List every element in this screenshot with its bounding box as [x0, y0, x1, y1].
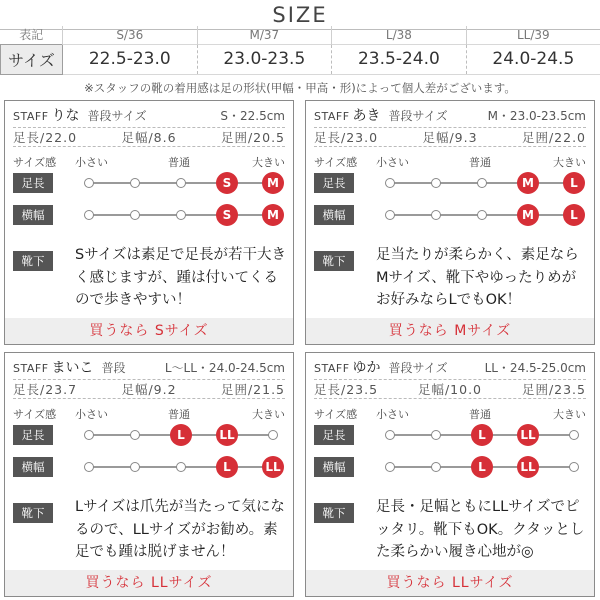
fit-size-marker: S: [216, 204, 238, 226]
scale-normal-label: 普通: [168, 408, 190, 421]
scale-big-label: 大きい: [553, 408, 586, 421]
scale-normal-label: 普通: [168, 156, 190, 169]
fit-row-label: 足長: [314, 173, 354, 193]
header-label: 表記: [19, 28, 44, 43]
fit-row-width: [314, 204, 586, 226]
row-label: サイズ: [1, 44, 63, 74]
fit-row-label: 横幅: [314, 205, 354, 225]
usual-size-label: 普段サイズ: [388, 109, 448, 123]
fit-scale-point: [569, 462, 579, 472]
foot-length: 足長/23.5: [314, 382, 379, 397]
foot-measurements: [314, 127, 586, 147]
foot-length: 足長/23.7: [13, 382, 78, 397]
fit-row-length: [314, 424, 586, 446]
fit-row-label: 足長: [13, 173, 53, 193]
card-header: [13, 105, 285, 125]
card-header: [314, 357, 586, 377]
page-title: SIZE: [272, 3, 328, 27]
size-label-l: L/38: [332, 26, 467, 44]
scale-big-label: 大きい: [252, 408, 285, 421]
scale-header: [13, 154, 285, 170]
usual-size-value: M・23.0-23.5cm: [487, 109, 586, 123]
staff-name: ゆか: [352, 360, 381, 376]
fit-scale-point: [176, 178, 186, 188]
foot-length: 足長/22.0: [13, 130, 78, 145]
fit-scale-point: [385, 430, 395, 440]
staff-comment: Sサイズは素足で足長が若干大きく感じますが、踵は付いてくるので歩きやすい！: [75, 247, 287, 308]
staff-comment: Lサイズは爪先が当たって気になるので、LLサイズがお勧め。素足でも踵は脱げません！: [75, 499, 285, 560]
fit-scale-point: [84, 430, 94, 440]
usual-size-value: S・22.5cm: [220, 109, 285, 123]
fit-row-label: 横幅: [314, 457, 354, 477]
scale-big-label: 大きい: [553, 156, 586, 169]
fit-scale-point: [431, 178, 441, 188]
scale-small-label: 小さい: [75, 408, 108, 421]
foot-girth: 足囲/21.5: [220, 382, 285, 397]
size-range-s: 22.5-23.0: [63, 44, 198, 74]
scale-small-label: 小さい: [376, 408, 409, 421]
foot-width: 足幅/9.3: [422, 130, 478, 145]
staff-card: [4, 352, 294, 597]
scale-heading: サイズ感: [13, 408, 57, 421]
fit-scale-point: [176, 210, 186, 220]
scale-normal-label: 普通: [469, 156, 491, 169]
size-table-value-row: [1, 44, 600, 74]
fit-scale-point: [477, 178, 487, 188]
fit-size-marker: LL: [517, 456, 539, 478]
scale-small-label: 小さい: [75, 156, 108, 169]
size-range-m: 23.0-23.5: [197, 44, 332, 74]
fit-scale-point: [431, 462, 441, 472]
fit-row-width: [13, 204, 285, 226]
fit-scale-point: [130, 178, 140, 188]
fit-size-marker: L: [471, 424, 493, 446]
foot-girth: 足囲/22.0: [521, 130, 586, 145]
fit-scale-point: [431, 210, 441, 220]
fit-scale-point: [130, 210, 140, 220]
fit-row-length: [13, 172, 285, 194]
fit-scale-point: [385, 462, 395, 472]
comment-label: 靴下: [314, 251, 354, 271]
size-table-header-row: [1, 26, 600, 44]
scale-normal-label: 普通: [469, 408, 491, 421]
fit-size-marker: M: [517, 172, 539, 194]
foot-girth: 足囲/23.5: [521, 382, 586, 397]
fit-size-marker: LL: [517, 424, 539, 446]
scale-small-label: 小さい: [376, 156, 409, 169]
foot-girth: 足囲/20.5: [220, 130, 285, 145]
comment-label: 靴下: [13, 503, 53, 523]
size-range-l: 23.5-24.0: [332, 44, 467, 74]
fit-size-marker: L: [471, 456, 493, 478]
recommended-size: 買うなら LLサイズ: [306, 570, 594, 596]
fit-size-marker: M: [517, 204, 539, 226]
staff-card: [305, 100, 595, 345]
card-header: [13, 357, 285, 377]
fit-size-marker: LL: [216, 424, 238, 446]
fit-scale-point: [130, 430, 140, 440]
fit-row-label: 横幅: [13, 205, 53, 225]
comment-label: 靴下: [13, 251, 53, 271]
fit-row-label: 横幅: [13, 457, 53, 477]
scale-heading: サイズ感: [13, 156, 57, 169]
scale-big-label: 大きい: [252, 156, 285, 169]
fit-scale-point: [477, 210, 487, 220]
fit-scale-point: [569, 430, 579, 440]
size-table: [0, 26, 600, 75]
foot-length: 足長/23.0: [314, 130, 379, 145]
fit-scale-point: [385, 210, 395, 220]
card-header: [314, 105, 586, 125]
usual-size-label: 普段: [101, 361, 126, 375]
fit-row-width: [13, 456, 285, 478]
staff-tag: STAFF: [314, 362, 350, 375]
size-range-ll: 24.0-24.5: [466, 44, 600, 74]
fit-scale-point: [431, 430, 441, 440]
fit-scale-point: [84, 178, 94, 188]
fit-row-label: 足長: [13, 425, 53, 445]
recommended-size: 買うなら Mサイズ: [306, 318, 594, 344]
usual-size-label: 普段サイズ: [388, 361, 448, 375]
comment-label: 靴下: [314, 503, 354, 523]
size-label-ll: LL/39: [466, 26, 600, 44]
staff-comment: 足当たりが柔らかく、素足ならMサイズ、靴下やゆったりめがお好みならLでもOK！: [376, 247, 579, 308]
staff-card: [4, 100, 294, 345]
staff-tag: STAFF: [13, 362, 49, 375]
fit-scale-point: [84, 462, 94, 472]
staff-name: あき: [352, 108, 381, 124]
foot-width: 足幅/8.6: [121, 130, 177, 145]
size-label-m: M/37: [197, 26, 332, 44]
fit-scale-point: [176, 462, 186, 472]
foot-width: 足幅/10.0: [417, 382, 483, 397]
foot-width: 足幅/9.2: [121, 382, 177, 397]
staff-tag: STAFF: [314, 110, 350, 123]
usual-size-value: L〜LL・24.0-24.5cm: [164, 361, 285, 375]
scale-heading: サイズ感: [314, 408, 358, 421]
fit-size-marker: S: [216, 172, 238, 194]
foot-measurements: [13, 127, 285, 147]
recommended-size: 買うなら Sサイズ: [5, 318, 293, 344]
scale-header: [13, 406, 285, 422]
foot-measurements: [13, 379, 285, 399]
fit-size-marker: L: [563, 204, 585, 226]
size-label-s: S/36: [63, 26, 198, 44]
recommended-size: 買うなら LLサイズ: [5, 570, 293, 596]
fit-size-marker: M: [262, 172, 284, 194]
staff-name: まいこ: [51, 360, 94, 376]
usual-size-value: LL・24.5-25.0cm: [484, 361, 586, 375]
fit-row-label: 足長: [314, 425, 354, 445]
scale-header: [314, 406, 586, 422]
foot-measurements: [314, 379, 586, 399]
scale-header: [314, 154, 586, 170]
fit-scale-point: [130, 462, 140, 472]
staff-name: りな: [51, 108, 80, 124]
fit-note: ※スタッフの靴の着用感は足の形状(甲幅・甲高・形)によって個人差がございます。: [84, 81, 516, 95]
scale-heading: サイズ感: [314, 156, 358, 169]
fit-row-length: [314, 172, 586, 194]
fit-size-marker: M: [262, 204, 284, 226]
staff-tag: STAFF: [13, 110, 49, 123]
fit-size-marker: L: [563, 172, 585, 194]
staff-card: [305, 352, 595, 597]
fit-scale-point: [84, 210, 94, 220]
fit-size-marker: L: [170, 424, 192, 446]
fit-scale-point: [385, 178, 395, 188]
fit-row-length: [13, 424, 285, 446]
usual-size-label: 普段サイズ: [87, 109, 147, 123]
staff-comment: 足長・足幅ともにLLサイズでピッタリ。靴下もOK。クタッとした柔らかい履き心地が◎: [376, 499, 585, 560]
fit-size-marker: L: [216, 456, 238, 478]
fit-size-marker: LL: [262, 456, 284, 478]
fit-scale-point: [268, 430, 278, 440]
fit-row-width: [314, 456, 586, 478]
